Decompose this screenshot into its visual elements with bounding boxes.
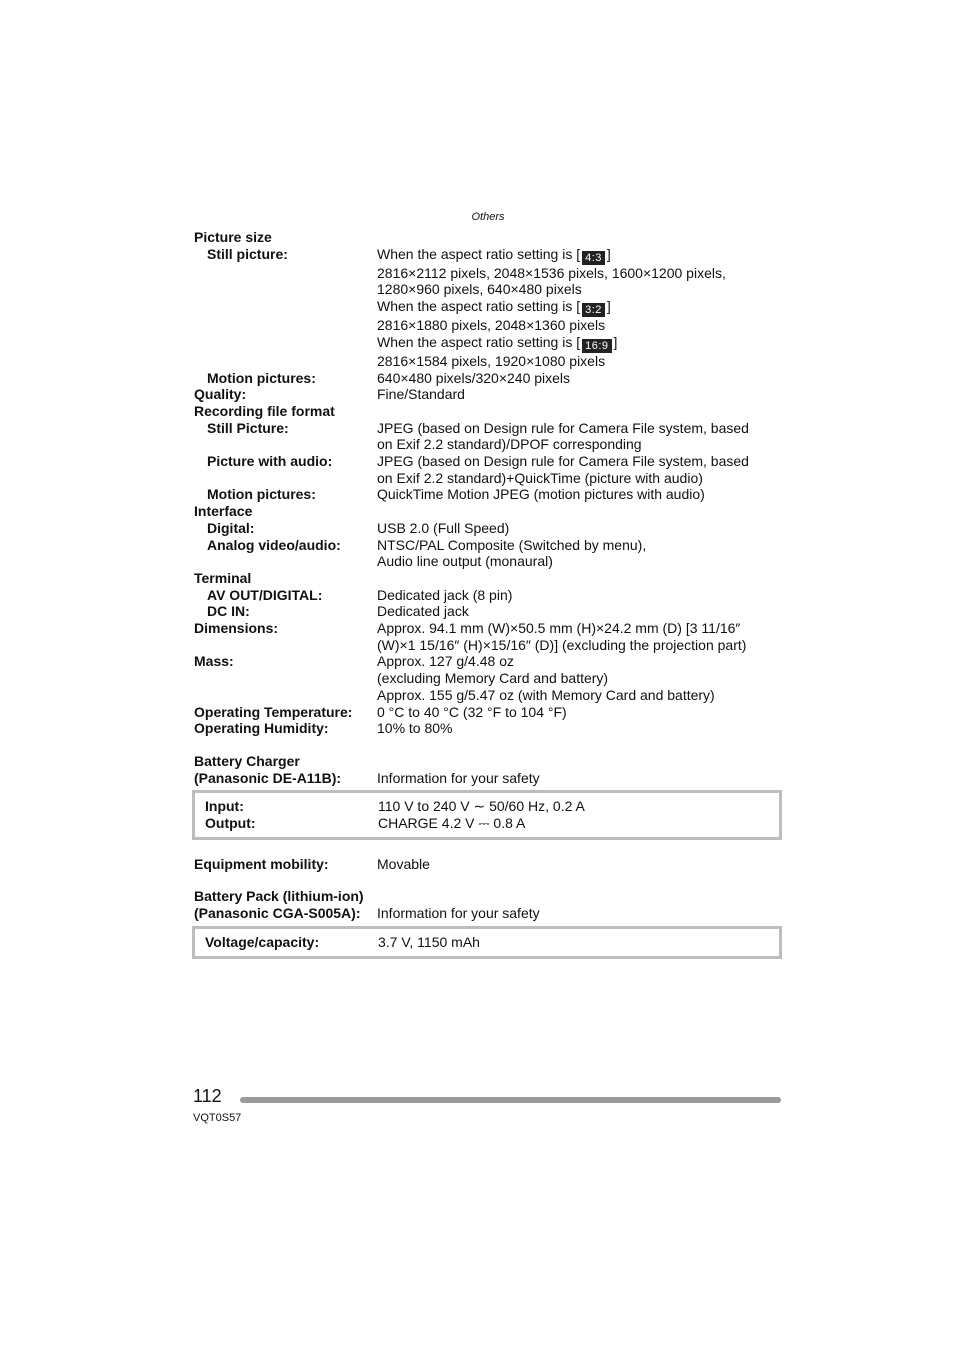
spec-row-rec-motion (194, 486, 784, 503)
spec-value: Information for your safety (377, 905, 540, 922)
spec-row-charger-title (194, 753, 784, 770)
spec-row-output (205, 815, 779, 832)
spec-label: Analog video/audio: (207, 536, 341, 553)
spec-row-av-out (194, 587, 784, 604)
spec-label: Interface (194, 503, 253, 520)
section-header: Others (471, 211, 505, 223)
spec-value: Movable (377, 855, 430, 872)
spec-value: Approx. 94.1 mm (W)×50.5 mm (H)×24.2 mm (D) [3 11/16″ (W)×1 15/16″ (H)×15/16″ (D)] (excluding the projection part) (377, 620, 747, 653)
spec-label: Battery Pack (lithium-ion) (194, 888, 364, 905)
spec-value: When the aspect ratio setting is [ 4:3 ] 2816×2112 pixels, 2048×1536 pixels, 1600×1200 pixels, 1280×960 pixels, 640×480 pixels When the aspect ratio setting is [ 3:2 ] 2816×1880 pixels, 2048×1360 pixels When the aspect ratio setting is [ 16:9 ] 2816×1584 pixels, 1920×1080 pixels (377, 245, 726, 369)
spec-value: Approx. 127 g/4.48 oz (excluding Memory Card and battery) Approx. 155 g/5.47 oz (with Memory Card and battery) (377, 653, 715, 703)
spec-label: Operating Temperature: (194, 703, 353, 720)
spec-row-op-temp (194, 704, 784, 721)
spec-value: NTSC/PAL Composite (Switched by menu), Audio line output (monaural) (377, 536, 647, 570)
spec-row-still-picture (194, 246, 784, 370)
spec-label: Output: (205, 815, 256, 832)
spec-row-digital (194, 520, 784, 537)
spec-row-picture-size (194, 229, 784, 246)
spec-label: Still picture: (207, 245, 288, 262)
spec-row-rec-still (194, 420, 784, 453)
spec-row-battery-title (194, 888, 784, 905)
spec-row-charger-model (194, 770, 784, 787)
battery-safety-box (192, 926, 782, 959)
charger-safety-box (192, 790, 782, 839)
spec-label: (Panasonic DE-A11B): (194, 769, 342, 786)
spec-label: Quality: (194, 386, 247, 403)
spec-label: Operating Humidity: (194, 720, 329, 737)
aspect-43-icon: 4:3 (582, 251, 605, 265)
spec-label: Motion pictures: (207, 369, 316, 386)
document-code: VQT0S57 (193, 1112, 242, 1124)
spec-value: Dedicated jack (377, 603, 469, 620)
spec-label: (Panasonic CGA-S005A): (194, 905, 361, 922)
spec-row-input (205, 798, 779, 815)
spec-label: Equipment mobility: (194, 855, 329, 872)
spec-row-recording-format (194, 403, 784, 420)
spec-value: Dedicated jack (8 pin) (377, 586, 513, 603)
spec-value: 0 °C to 40 °C (32 °F to 104 °F) (377, 703, 567, 720)
page-number: 112 (193, 1086, 222, 1106)
spec-row-terminal (194, 570, 784, 587)
spec-label: Still Picture: (207, 419, 289, 436)
spec-label: DC IN: (207, 603, 250, 620)
spec-label: Picture with audio: (207, 453, 333, 469)
spec-value: USB 2.0 (Full Speed) (377, 519, 510, 536)
spec-value: 3.7 V, 1150 mAh (378, 933, 480, 950)
spec-label: AV OUT/DIGITAL: (207, 586, 323, 603)
spec-row-dc-in (194, 603, 784, 620)
aspect-32-icon: 3:2 (582, 303, 605, 317)
spec-row-dimensions (194, 620, 784, 653)
spec-value: JPEG (based on Design rule for Camera File system, based on Exif 2.2 standard)/DPOF corresponding (377, 419, 749, 453)
spec-label: Motion pictures: (207, 486, 316, 503)
spec-row-voltage (205, 934, 779, 951)
spec-value: QuickTime Motion JPEG (motion pictures with audio) (377, 486, 705, 503)
spec-row-interface (194, 503, 784, 520)
spec-row-op-humidity (194, 720, 784, 737)
spec-label: Dimensions: (194, 620, 279, 636)
spec-label: Input: (205, 798, 244, 815)
spec-value: 640×480 pixels/320×240 pixels (377, 369, 571, 386)
spec-row-mobility (194, 856, 784, 873)
spec-row-rec-audio (194, 453, 784, 486)
spec-value: CHARGE 4.2 V ⎓ 0.8 A (378, 815, 526, 832)
spec-label: Mass: (194, 653, 234, 670)
spec-value: Fine/Standard (377, 386, 465, 403)
spec-label: Digital: (207, 519, 255, 536)
footer-rule (240, 1097, 781, 1103)
spec-label: Recording file format (194, 402, 335, 419)
spec-value: Information for your safety (377, 769, 540, 786)
spec-row-analog (194, 537, 784, 570)
spec-label: Picture size (194, 229, 272, 245)
spec-value: 110 V to 240 V ∼ 50/60 Hz, 0.2 A (378, 798, 585, 815)
aspect-169-icon: 16:9 (582, 339, 611, 353)
spec-row-mass (194, 653, 784, 703)
spec-row-motion-pictures (194, 370, 784, 387)
spec-label: Battery Charger (194, 752, 300, 769)
spec-value: 10% to 80% (377, 720, 453, 737)
spec-list (194, 229, 784, 959)
spec-row-battery-model (194, 905, 784, 922)
spec-row-quality (194, 386, 784, 403)
spec-label: Voltage/capacity: (205, 933, 320, 950)
spec-label: Terminal (194, 569, 252, 586)
spec-value: JPEG (based on Design rule for Camera File system, based on Exif 2.2 standard)+QuickTime (picture with audio) (377, 453, 749, 486)
